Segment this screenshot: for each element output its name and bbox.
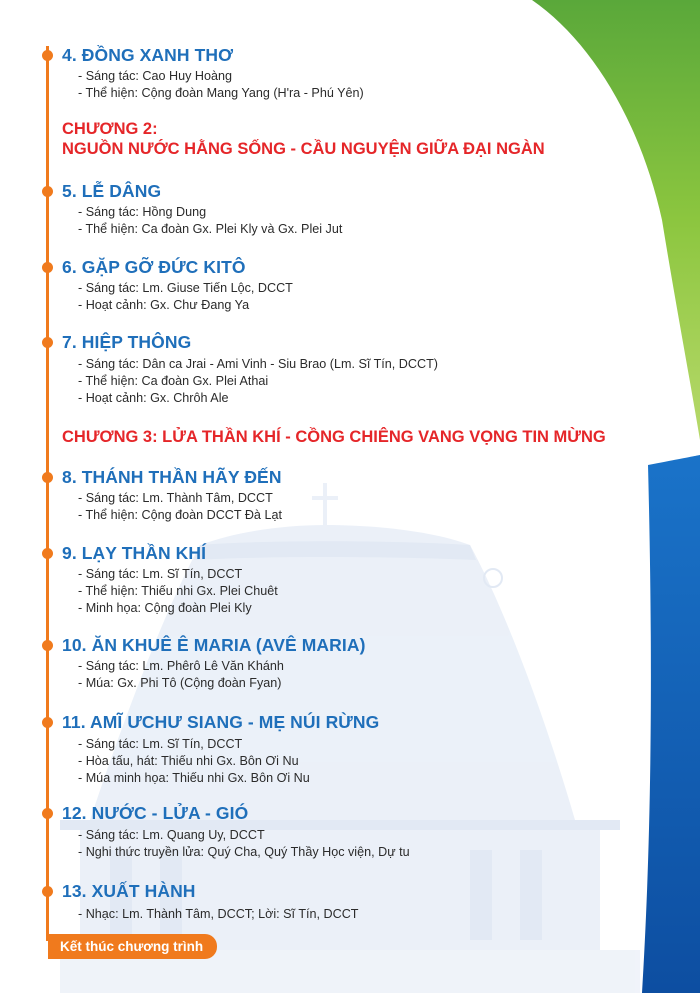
item-title: 12. NƯỚC - LỬA - GIÓ xyxy=(62,803,249,823)
detail-line: - Múa minh họa: Thiếu nhi Gx. Bôn Ơi Nu xyxy=(78,771,310,786)
detail-line: - Sáng tác: Cao Huy Hoàng xyxy=(78,69,233,83)
chapter-2-heading xyxy=(62,119,545,159)
item-title: 8. THÁNH THẦN HÃY ĐẾN xyxy=(62,467,282,487)
detail-line: - Thể hiện: Cộng đoàn DCCT Đà Lạt xyxy=(78,508,282,523)
detail-line: - Sáng tác: Lm. Thành Tâm, DCCT xyxy=(78,491,273,505)
item-title: 13. XUẤT HÀNH xyxy=(62,881,196,901)
timeline-dot xyxy=(42,337,53,348)
item-title: 5. LỄ DÂNG xyxy=(62,181,162,201)
detail-line: - Thể hiện: Thiếu nhi Gx. Plei Chuêt xyxy=(78,584,278,599)
item-title: 10. ĂN KHUÊ Ê MARIA (AVÊ MARIA) xyxy=(62,635,366,655)
chapter-3-heading: CHƯƠNG 3: LỬA THẦN KHÍ - CỒNG CHIÊNG VANG VỌNG TIN MỪNG xyxy=(62,428,606,446)
item-details xyxy=(78,658,284,692)
detail-line: - Múa: Gx. Phi Tô (Cộng đoàn Fyan) xyxy=(78,676,282,691)
item-title: 6. GẶP GỠ ĐỨC KITÔ xyxy=(62,257,246,277)
timeline-dot xyxy=(42,186,53,197)
timeline-dot xyxy=(42,262,53,273)
item-title: 9. LẠY THẦN KHÍ xyxy=(62,543,207,563)
detail-line: - Nhạc: Lm. Thành Tâm, DCCT; Lời: Sĩ Tín, DCCT xyxy=(78,907,359,921)
detail-line: - Sáng tác: Lm. Sĩ Tín, DCCT xyxy=(78,737,243,751)
item-title: 7. HIỆP THÔNG xyxy=(62,332,192,352)
item-details xyxy=(78,68,364,102)
item-details xyxy=(78,736,310,788)
timeline-line xyxy=(46,46,49,941)
item-details xyxy=(78,906,359,923)
item-title: 4. ĐỒNG XANH THƠ xyxy=(62,45,234,65)
timeline-dot xyxy=(42,548,53,559)
detail-line: - Sáng tác: Lm. Phêrô Lê Văn Khánh xyxy=(78,659,284,673)
timeline-dot xyxy=(42,808,53,819)
blue-band xyxy=(642,455,700,993)
item-details xyxy=(78,280,293,314)
green-swoosh xyxy=(532,0,700,440)
item-details xyxy=(78,490,282,524)
item-details xyxy=(78,356,438,408)
timeline-dot xyxy=(42,640,53,651)
detail-line: - Hoạt cảnh: Gx. Chư Đang Ya xyxy=(78,298,250,313)
timeline-dot xyxy=(42,886,53,897)
chapter-2-label: CHƯƠNG 2: xyxy=(62,120,158,138)
item-details xyxy=(78,204,342,238)
detail-line: - Sáng tác: Lm. Giuse Tiến Lộc, DCCT xyxy=(78,281,293,295)
detail-line: - Nghi thức truyền lửa: Quý Cha, Quý Thầy Học viện, Dự tu xyxy=(78,845,410,860)
detail-line: - Sáng tác: Hồng Dung xyxy=(78,205,207,219)
detail-line: - Hòa tấu, hát: Thiếu nhi Gx. Bôn Ơi Nu xyxy=(78,754,299,769)
timeline-dot xyxy=(42,50,53,61)
item-title: 11. AMĨ ƯCHƯ SIANG - MẸ NÚI RỪNG xyxy=(62,712,380,732)
item-details xyxy=(78,566,278,618)
chapter-2-title: NGUỒN NƯỚC HẰNG SỐNG - CẦU NGUYỆN GIỮA ĐẠI NGÀN xyxy=(62,140,545,158)
detail-line: - Thể hiện: Cộng đoàn Mang Yang (H'ra - Phú Yên) xyxy=(78,86,364,101)
detail-line: - Thể hiện: Ca đoàn Gx. Plei Kly và Gx. Plei Jut xyxy=(78,222,343,237)
detail-line: - Sáng tác: Dân ca Jrai - Ami Vinh - Siu Brao (Lm. Sĩ Tín, DCCT) xyxy=(78,357,438,371)
item-details xyxy=(78,827,410,861)
detail-line: - Sáng tác: Lm. Sĩ Tín, DCCT xyxy=(78,567,243,581)
detail-line: - Thể hiện: Ca đoàn Gx. Plei Athai xyxy=(78,374,269,389)
timeline-dot xyxy=(42,717,53,728)
detail-line: - Sáng tác: Lm. Quang Uy, DCCT xyxy=(78,828,265,842)
end-of-program-badge: Kết thúc chương trình xyxy=(48,934,217,959)
timeline-dot xyxy=(42,472,53,483)
detail-line: - Minh họa: Cộng đoàn Plei Kly xyxy=(78,601,252,616)
detail-line: - Hoạt cảnh: Gx. Chrôh Ale xyxy=(78,391,229,406)
